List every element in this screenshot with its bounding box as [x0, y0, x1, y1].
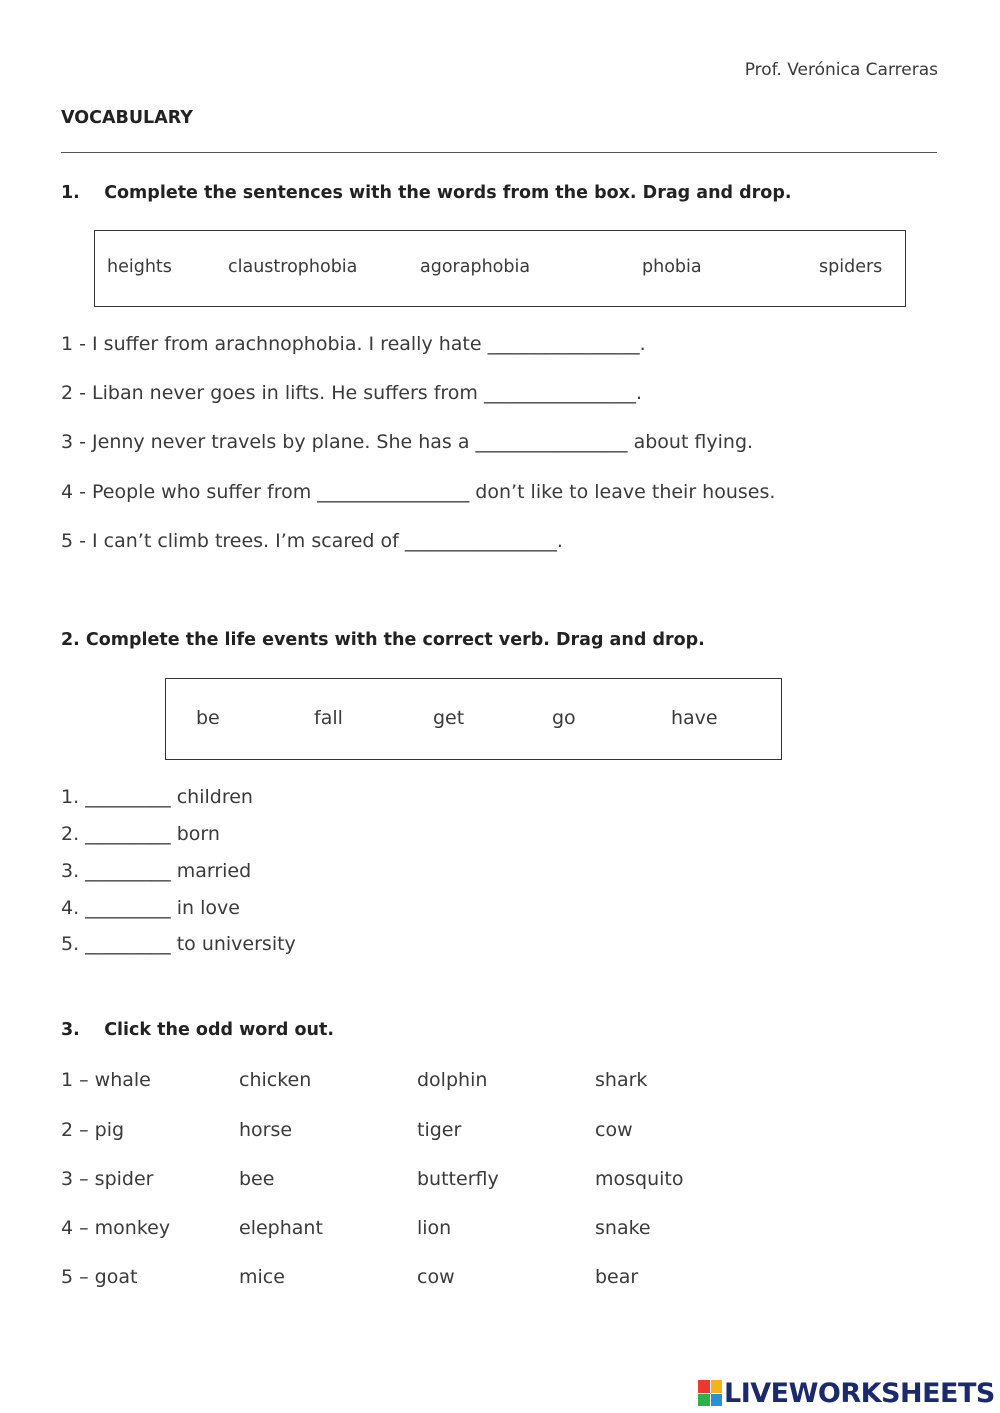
odd-word-option[interactable]: cow: [417, 1266, 455, 1288]
odd-word-option[interactable]: butterfly: [417, 1168, 499, 1190]
sentence-5: 5 - I can’t climb trees. I’m scared of ________________.: [61, 530, 563, 552]
sentence-1: 1 - I suffer from arachnophobia. I really hate ________________.: [61, 333, 646, 355]
odd-word-option[interactable]: mice: [239, 1266, 285, 1288]
word-chip-phobia[interactable]: phobia: [642, 257, 702, 277]
section1-heading: 1. Complete the sentences with the words from the box. Drag and drop.: [61, 183, 792, 203]
life-event-2: 2. _________ born: [61, 823, 220, 845]
brand-name: LIVEWORKSHEETS: [724, 1377, 995, 1409]
odd-word-option[interactable]: bee: [239, 1168, 275, 1190]
logo-mark-icon: [698, 1380, 722, 1406]
odd-word-option[interactable]: 5 – goat: [61, 1266, 138, 1288]
odd-word-option[interactable]: bear: [595, 1266, 639, 1288]
word-chip-spiders[interactable]: spiders: [819, 257, 883, 277]
odd-word-option[interactable]: snake: [595, 1217, 651, 1239]
liveworksheets-logo: [698, 1374, 995, 1412]
verb-chip-get[interactable]: get: [433, 707, 465, 729]
odd-word-option[interactable]: lion: [417, 1217, 452, 1239]
sentence-3: 3 - Jenny never travels by plane. She has a ________________ about flying.: [61, 431, 754, 453]
verb-chip-fall[interactable]: fall: [314, 707, 343, 729]
odd-word-option[interactable]: shark: [595, 1069, 648, 1091]
life-event-3: 3. _________ married: [61, 860, 252, 882]
section2-verb-box: [165, 678, 782, 760]
odd-word-option[interactable]: chicken: [239, 1069, 312, 1091]
author-name: Prof. Verónica Carreras: [744, 60, 938, 80]
sentence-2: 2 - Liban never goes in lifts. He suffers from ________________.: [61, 382, 642, 404]
odd-word-option[interactable]: 2 – pig: [61, 1119, 125, 1141]
odd-word-option[interactable]: 4 – monkey: [61, 1217, 171, 1239]
title-divider: [61, 152, 937, 153]
odd-word-option[interactable]: mosquito: [595, 1168, 684, 1190]
word-chip-heights[interactable]: heights: [107, 257, 172, 277]
odd-word-option[interactable]: cow: [595, 1119, 633, 1141]
odd-word-option[interactable]: tiger: [417, 1119, 462, 1141]
odd-word-option[interactable]: elephant: [239, 1217, 323, 1239]
section3-heading: 3. Click the odd word out.: [61, 1020, 335, 1040]
page-title: VOCABULARY: [61, 108, 193, 128]
verb-chip-be[interactable]: be: [196, 707, 220, 729]
life-event-5: 5. _________ to university: [61, 933, 296, 955]
verb-chip-have[interactable]: have: [671, 707, 718, 729]
section2-heading: 2. Complete the life events with the correct verb. Drag and drop.: [61, 630, 705, 650]
section1-word-box: [94, 230, 906, 307]
odd-word-option[interactable]: dolphin: [417, 1069, 488, 1091]
odd-word-option[interactable]: 1 – whale: [61, 1069, 151, 1091]
word-chip-claustrophobia[interactable]: claustrophobia: [228, 257, 358, 277]
odd-word-option[interactable]: 3 – spider: [61, 1168, 154, 1190]
sentence-4: 4 - People who suffer from ________________ don’t like to leave their houses.: [61, 481, 776, 503]
life-event-1: 1. _________ children: [61, 786, 253, 808]
verb-chip-go[interactable]: go: [552, 707, 576, 729]
odd-word-option[interactable]: horse: [239, 1119, 293, 1141]
life-event-4: 4. _________ in love: [61, 897, 240, 919]
word-chip-agoraphobia[interactable]: agoraphobia: [420, 257, 531, 277]
